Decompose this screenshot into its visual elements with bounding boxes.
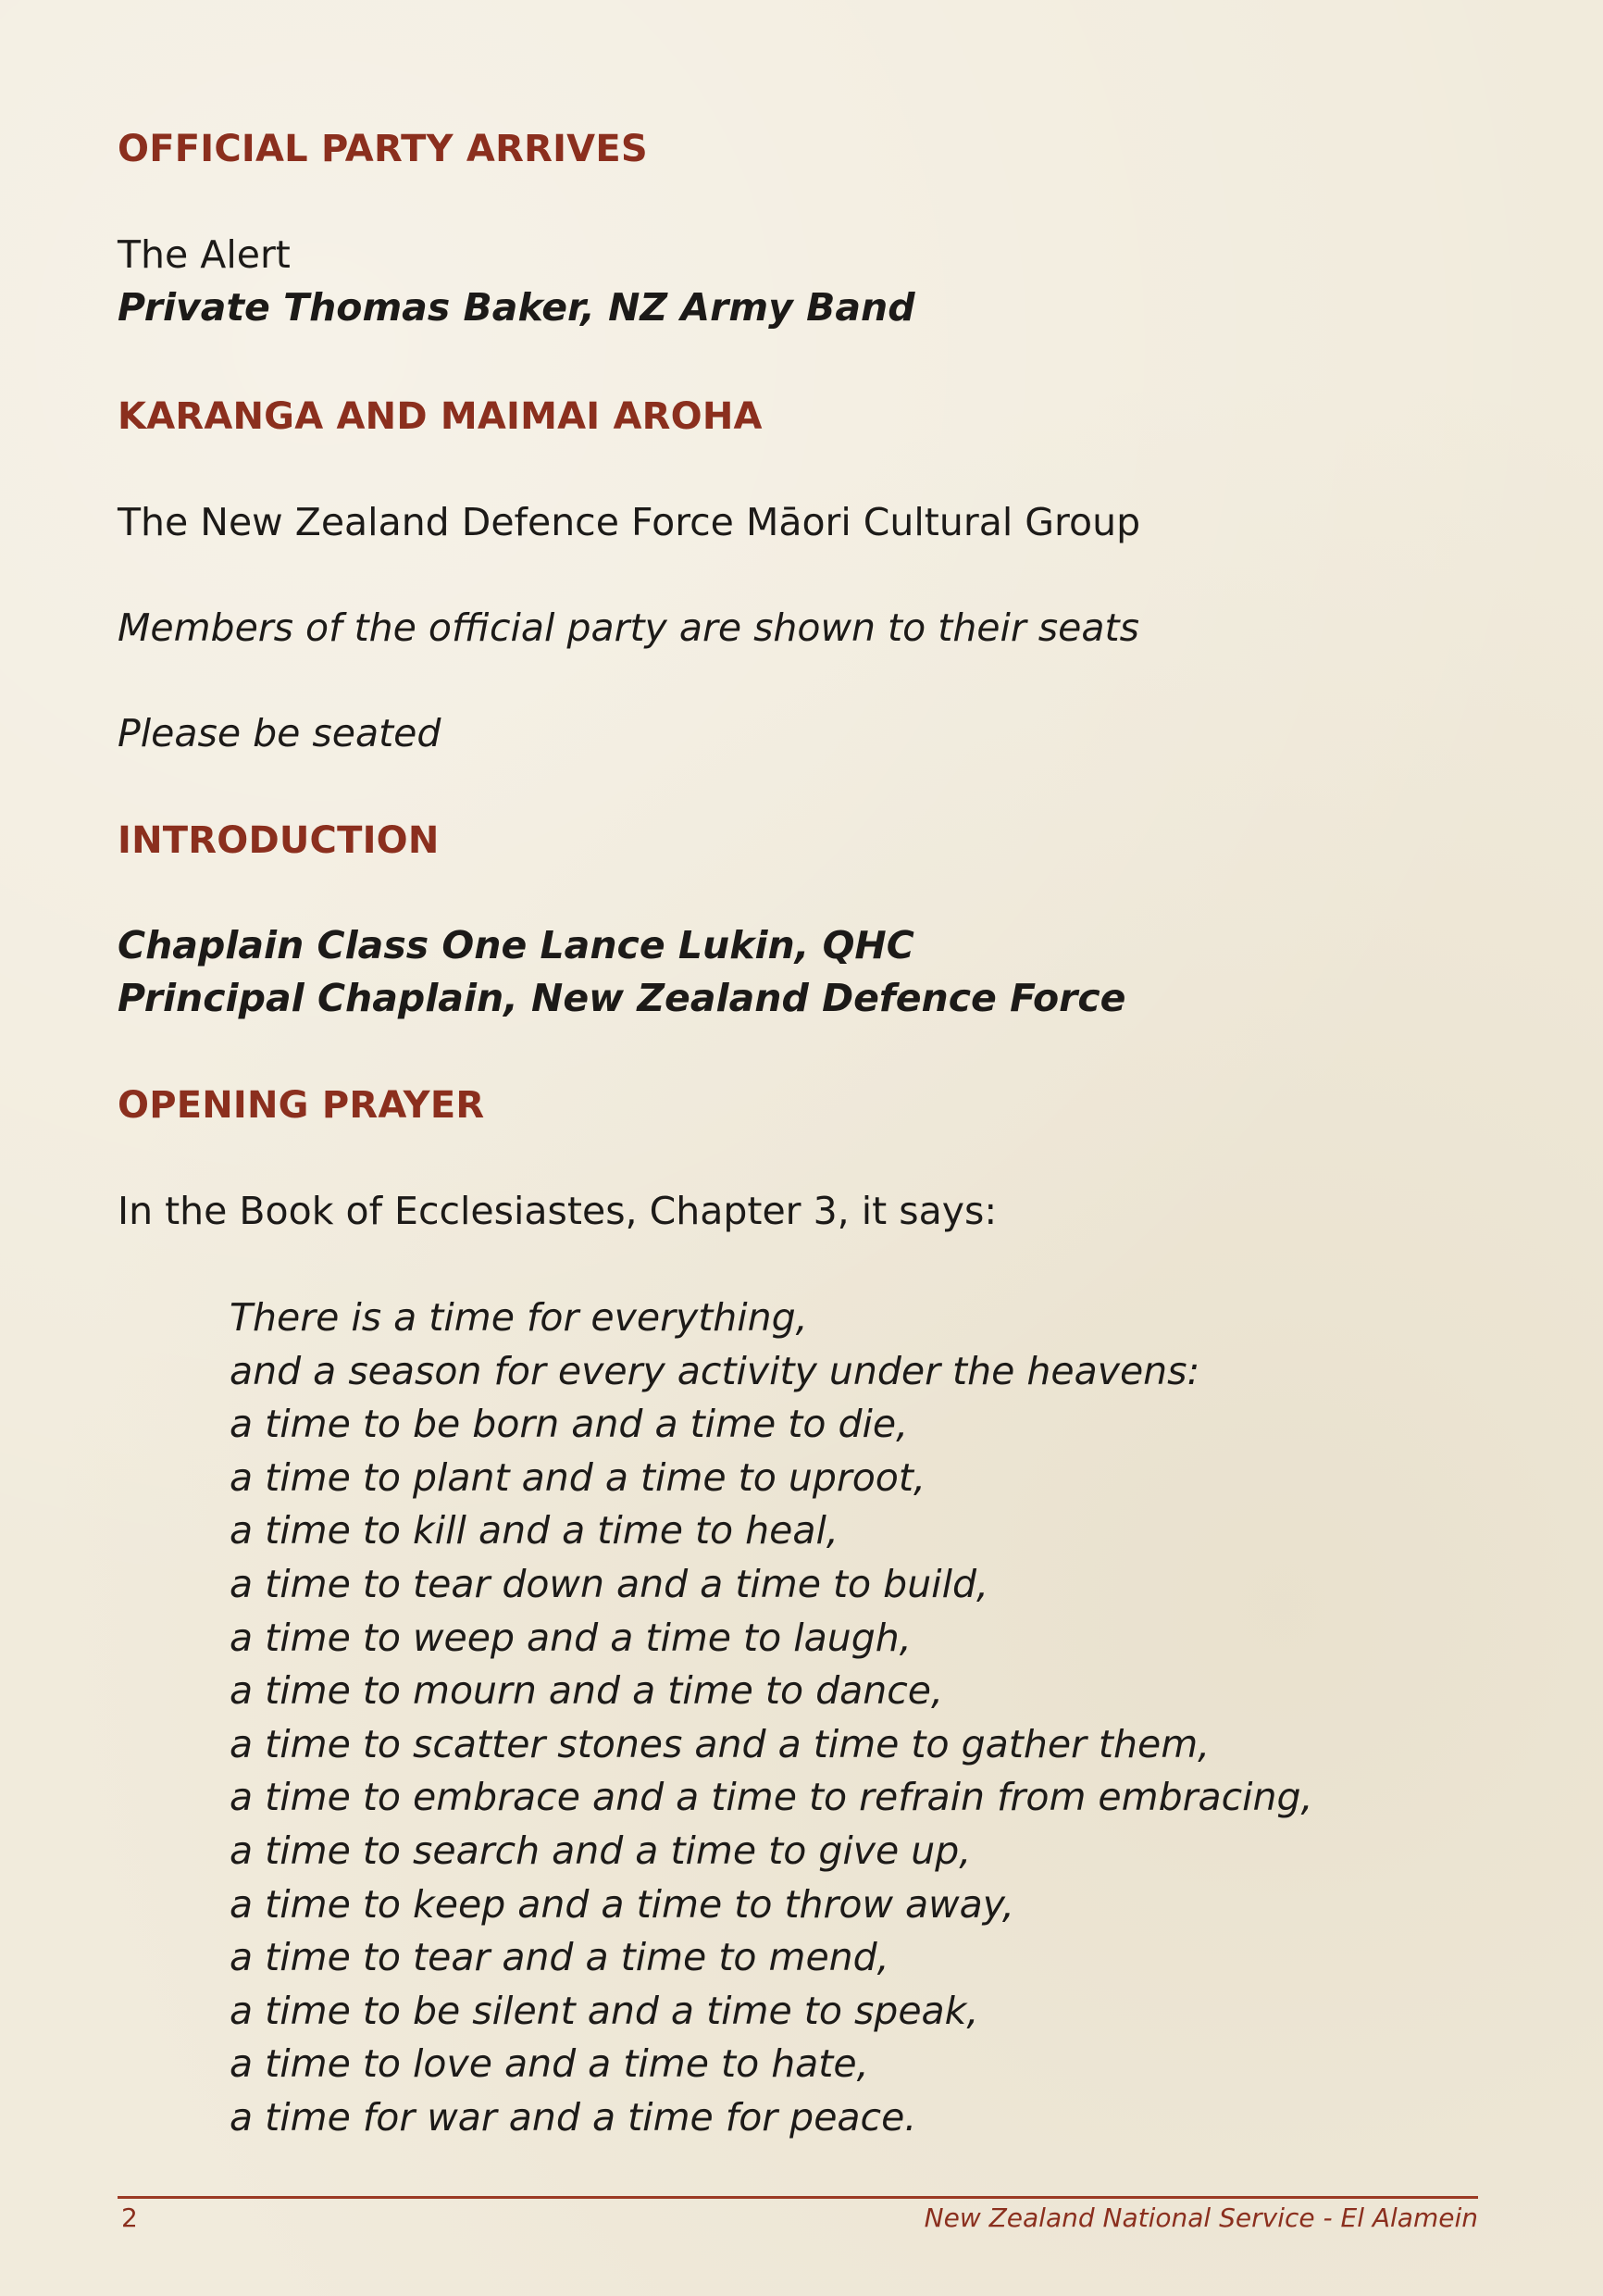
footer-divider <box>118 2196 1478 2199</box>
ecclesiastes-verse <box>230 1292 1313 2145</box>
verse-line: a time to embrace and a time to refrain from embracing, <box>230 1775 1313 1820</box>
page-number: 2 <box>121 2202 138 2233</box>
performer-line: Private Thomas Baker, NZ Army Band <box>118 285 915 330</box>
verse-line: and a season for every activity under the heavens: <box>230 1348 1200 1393</box>
prayer-intro-line: In the Book of Ecclesiastes, Chapter 3, it says: <box>118 1189 998 1233</box>
verse-line: a time to kill and a time to heal, <box>230 1508 839 1554</box>
verse-line: a time to keep and a time to throw away, <box>230 1881 1014 1927</box>
verse-line: a time to tear and a time to mend, <box>230 1935 889 1980</box>
heading-official-party-arrives: OFFICIAL PARTY ARRIVES <box>118 128 648 170</box>
cultural-group-line: The New Zealand Defence Force Māori Cultural Group <box>118 500 1141 544</box>
chaplain-title-line: Principal Chaplain, New Zealand Defence Force <box>118 976 1126 1020</box>
chaplain-name-line: Chaplain Class One Lance Lukin, QHC <box>118 923 914 967</box>
verse-line: There is a time for everything, <box>230 1295 808 1340</box>
seating-note: Members of the official party are shown to their seats <box>118 605 1139 650</box>
verse-line: a time to be silent and a time to speak, <box>230 1988 979 2033</box>
verse-line: a time to search and a time to give up, <box>230 1828 972 1873</box>
heading-karanga: KARANGA AND MAIMAI AROHA <box>118 395 763 438</box>
verse-line: a time to plant and a time to uproot, <box>230 1454 926 1500</box>
footer-publication-title: New Zealand National Service - El Alamein <box>924 2202 1478 2233</box>
verse-line: a time to love and a time to hate, <box>230 2041 869 2087</box>
verse-line: a time to tear down and a time to build, <box>230 1561 989 1606</box>
heading-opening-prayer: OPENING PRAYER <box>118 1084 485 1127</box>
please-be-seated-note: Please be seated <box>118 711 441 755</box>
heading-introduction: INTRODUCTION <box>118 819 440 862</box>
verse-line: a time for war and a time for peace. <box>230 2094 917 2140</box>
verse-line: a time to weep and a time to laugh, <box>230 1615 912 1660</box>
the-alert-line: The Alert <box>118 232 291 277</box>
verse-line: a time to scatter stones and a time to gather them, <box>230 1721 1211 1766</box>
verse-line: a time to be born and a time to die, <box>230 1402 909 1447</box>
verse-line: a time to mourn and a time to dance, <box>230 1668 944 1714</box>
